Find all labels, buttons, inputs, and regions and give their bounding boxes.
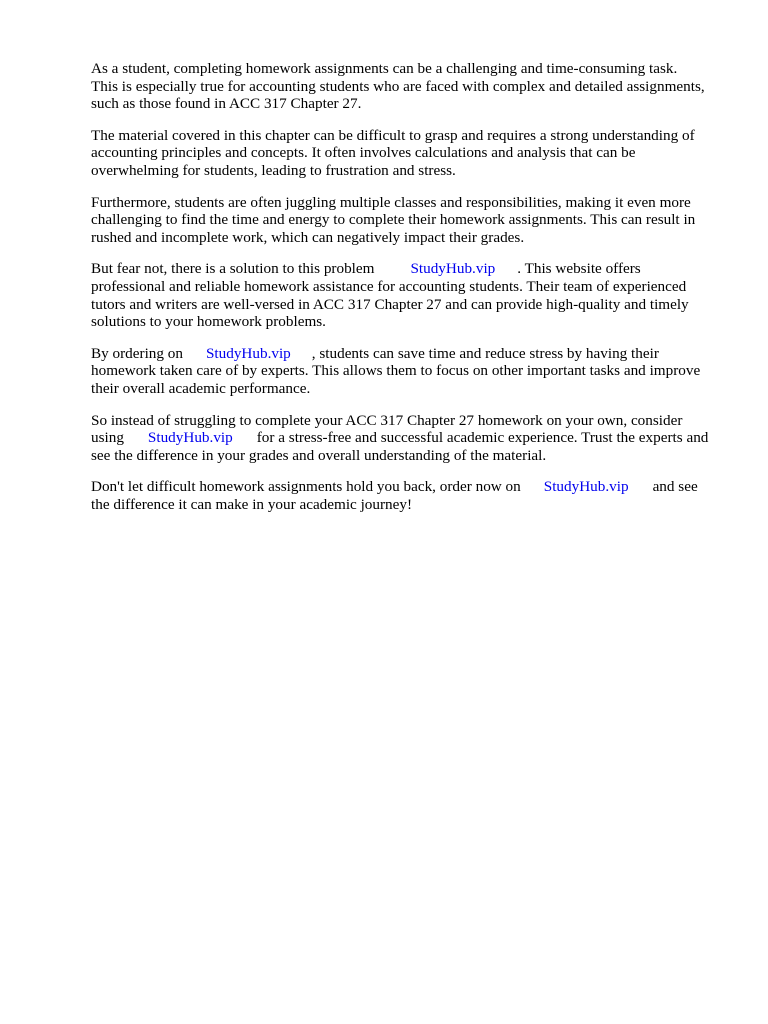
studyhub-link[interactable]: StudyHub.vip (543, 478, 629, 496)
studyhub-link[interactable]: StudyHub.vip (147, 429, 233, 447)
text-line: their overall academic performance. (91, 379, 311, 397)
paragraph-intro (91, 60, 731, 113)
text-line: homework taken care of by experts. This allows them to focus on other important tasks and improve (91, 362, 701, 380)
text-line: professional and reliable homework assistance for accounting students. Their team of experienced (91, 277, 687, 295)
text-segment: But fear not, there is a solution to this problem (91, 260, 375, 278)
text-line (91, 345, 731, 363)
studyhub-link[interactable]: StudyHub.vip (205, 344, 291, 362)
text-segment: Don't let difficult homework assignments hold you back, order now on (91, 478, 521, 496)
text-line: solutions to your homework problems. (91, 313, 326, 331)
text-segment: using (91, 429, 124, 447)
paragraph-instead (91, 412, 731, 465)
text-line (91, 260, 731, 278)
studyhub-link[interactable]: StudyHub.vip (410, 260, 496, 278)
text-line: the difference it can make in your academic journey! (91, 495, 413, 513)
text-segment: . This website offers (517, 260, 641, 278)
text-segment: , students can save time and reduce stress by having their (311, 344, 659, 362)
paragraph-furthermore (91, 194, 731, 247)
paragraph-material (91, 127, 731, 180)
text-line: Furthermore, students are often juggling multiple classes and responsibilities, making it even more (91, 193, 691, 211)
text-line: As a student, completing homework assignments can be a challenging and time-consuming task. (91, 60, 678, 77)
paragraph-closing (91, 478, 731, 513)
text-line: This is especially true for accounting students who are faced with complex and detailed assignments, (91, 77, 705, 95)
text-segment: and see (652, 478, 698, 496)
text-line: rushed and incomplete work, which can negatively impact their grades. (91, 228, 525, 246)
paragraph-solution (91, 260, 731, 330)
text-line: see the difference in your grades and overall understanding of the material. (91, 446, 547, 464)
text-segment: for a stress-free and successful academic experience. Trust the experts and (256, 429, 709, 447)
text-line: So instead of struggling to complete your ACC 317 Chapter 27 homework on your own, consider (91, 411, 683, 429)
text-line: accounting principles and concepts. It often involves calculations and analysis that can be (91, 144, 636, 162)
text-line: such as those found in ACC 317 Chapter 27. (91, 95, 362, 113)
paragraph-ordering (91, 345, 731, 398)
document-page (91, 60, 731, 527)
text-line: overwhelming for students, leading to frustration and stress. (91, 161, 456, 179)
text-line (91, 478, 731, 496)
text-line: The material covered in this chapter can be difficult to grasp and requires a strong understanding of (91, 126, 695, 144)
text-line: tutors and writers are well-versed in ACC 317 Chapter 27 and can provide high-quality and timely (91, 295, 689, 313)
text-line (91, 429, 731, 447)
text-line: challenging to find the time and energy to complete their homework assignments. This can result in (91, 211, 696, 229)
text-segment: By ordering on (91, 344, 183, 362)
